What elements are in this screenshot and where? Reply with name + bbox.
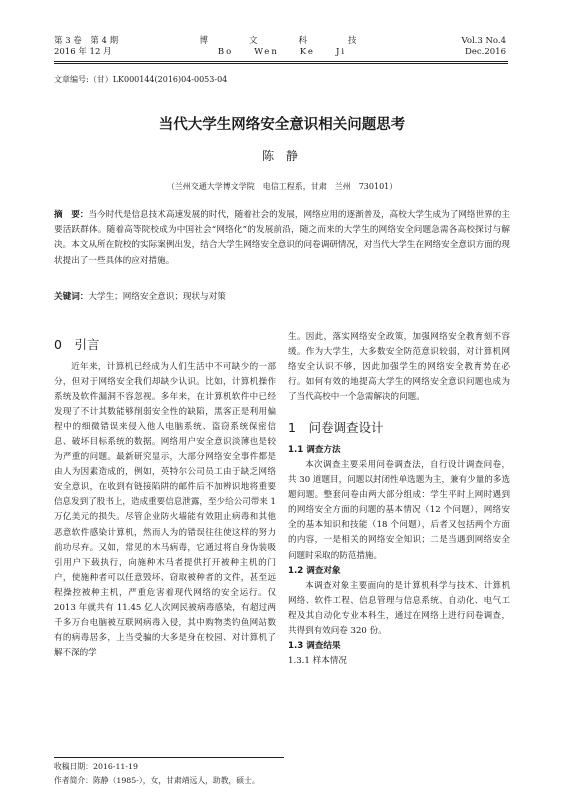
header-volume: Vol.3 No.4 xyxy=(461,36,506,46)
footnote-received: 收稿日期：2016-11-19 xyxy=(54,762,138,771)
header-date-en: Dec.2016 xyxy=(465,47,506,57)
keywords-label: 关键词： xyxy=(54,292,89,302)
article-id: 文章编号:（甘）LK000144(2016)04-0053-04 xyxy=(54,75,228,84)
section-1-heading: 1 问卷调查设计 xyxy=(288,420,384,436)
section-0-heading: 0 引言 xyxy=(54,337,100,352)
section-1-3-heading: 1.3 调查结果 xyxy=(288,640,341,651)
footnote-author-bio: 作者简介：陈静（1985-），女，甘肃靖远人，助教，硕士。 xyxy=(54,776,260,785)
footnote-rule xyxy=(54,757,284,758)
section-1-1-heading: 1.1 调查方法 xyxy=(288,445,341,456)
right-column xyxy=(288,330,510,669)
header-journal-py: Bo Wen Ke Ji xyxy=(217,47,347,57)
header-issue: 第 3 卷 第 4 期 xyxy=(54,36,119,46)
abstract-label: 摘 要： xyxy=(54,210,89,220)
header-date: 2016 年 12 月 xyxy=(54,47,112,57)
intro-continuation: 生。因此，落实网络安全政策，加强网络安全教育刻不容缓。作为大学生，大多数安全防范意识较弱，对计算机网络安全认识不够，因此加强学生的网络安全教育势在必行。如何有效的地提高大学生的网络安全意识问题也成为了当代高校中一个急需解决的问题。 xyxy=(288,332,510,403)
author-name: 陈 静 xyxy=(262,149,302,163)
section-1-2-text: 本调查对象主要面向的是计算机科学与技术、计算机网络、软件工程、信息管理与信息系统、自动化、电气工程及其自动化专业本科生，通过在网络上进行问卷调查，共得到有效问卷 320 份。 xyxy=(288,580,510,636)
section-1-2-heading: 1.2 调查对象 xyxy=(288,565,341,576)
keywords xyxy=(54,290,510,304)
left-column xyxy=(54,330,276,661)
section-1-3-1-heading: 1.3.1 样本情况 xyxy=(288,655,347,666)
abstract-text: 当今时代是信息技术高速发展的时代，随着社会的发展，网络应用的逐渐普及，高校大学生成为了网络世界的主要活跃群体。随着高等院校成为中国社会“网络化”的发展前沿，随之而来的大学生的网络安全问题急需各高校探讨与解决。本文从所在院校的实际案例出发，结合大学生网络安全意识的问卷调研情况，对当代大学生在网络安全意识方面的现状提出了一些具体的应对措施。 xyxy=(54,210,510,266)
author-affiliation: （兰州交通大学博文学院 电信工程系，甘肃 兰州 730101） xyxy=(166,182,398,191)
abstract xyxy=(54,208,510,269)
header-volume-block xyxy=(461,36,506,58)
header-rule-top xyxy=(54,61,508,62)
header-rule-bottom xyxy=(54,63,508,64)
section-1-1-text: 本次调查主要采用问卷调查法，自行设计调查问卷，共 30 道题目，问题以封闭性单选题为主，兼有少量的多选题问题。整套问卷由两大部分组成：学生平时上网时遇到的网络安全方面的问题的基本情况（12 个问题），网络安全的基本知识和技能（18 个问题），后者又包括两个方面的内容，一是相关的网络安全知识；二是当遇到网络安全问题时采取的防范措施。 xyxy=(288,460,510,561)
keywords-text: 大学生；网络安全意识；现状与对策 xyxy=(88,292,226,302)
intro-paragraph: 近年来，计算机已经成为人们生活中不可缺少的一部分，但对于网络安全我们却缺少认识。比如，计算机操作系统及软件漏洞不容忽视。多年来，在计算机软件中已经发现了不计其数能够削弱安全性的缺陷，黑客正是利用偏程中的细微错误来侵入他人电脑系统、盗窃系统保密信息、破坏目标系统的数据。网络用户安全意识淡薄也是较为严重的问题。最新研究显示，大部分网络安全事件都是由人为因素造成的，例如，英特尔公司员工由于缺乏网络安全意识，在收到有链接陷阱的邮件后不加辨识地将重要信息发到了股书上，造成重要信息泄露，至少给公司带来 1 万亿美元的损失。尽管企业防火墙能有效阻止病毒和其他恶意软件感染计算机，然而人为的错误往往使这样的努力前功尽弃。又如，常见的木马病毒，它通过将自身伪装吸引用户下载执行，向施种木马者提供打开被种主机的门户，使施种者可以任意毁坏、窃取被种者的文件，甚至远程操控被种主机，严重危害着现代网络的安全运行。仅 2013 年就共有 11.45 亿人次网民被病毒感染，有超过两千多万台电脑被互联网病毒入侵，其中购物类钓鱼网站数有的病毒居多，上当受骗的大多是身在校园、对计算机了解不深的学 xyxy=(54,362,276,658)
paper-title: 当代大学生网络安全意识相关问题思考 xyxy=(158,117,406,133)
header-journal-cn: 博 文 科 技 xyxy=(199,36,365,46)
